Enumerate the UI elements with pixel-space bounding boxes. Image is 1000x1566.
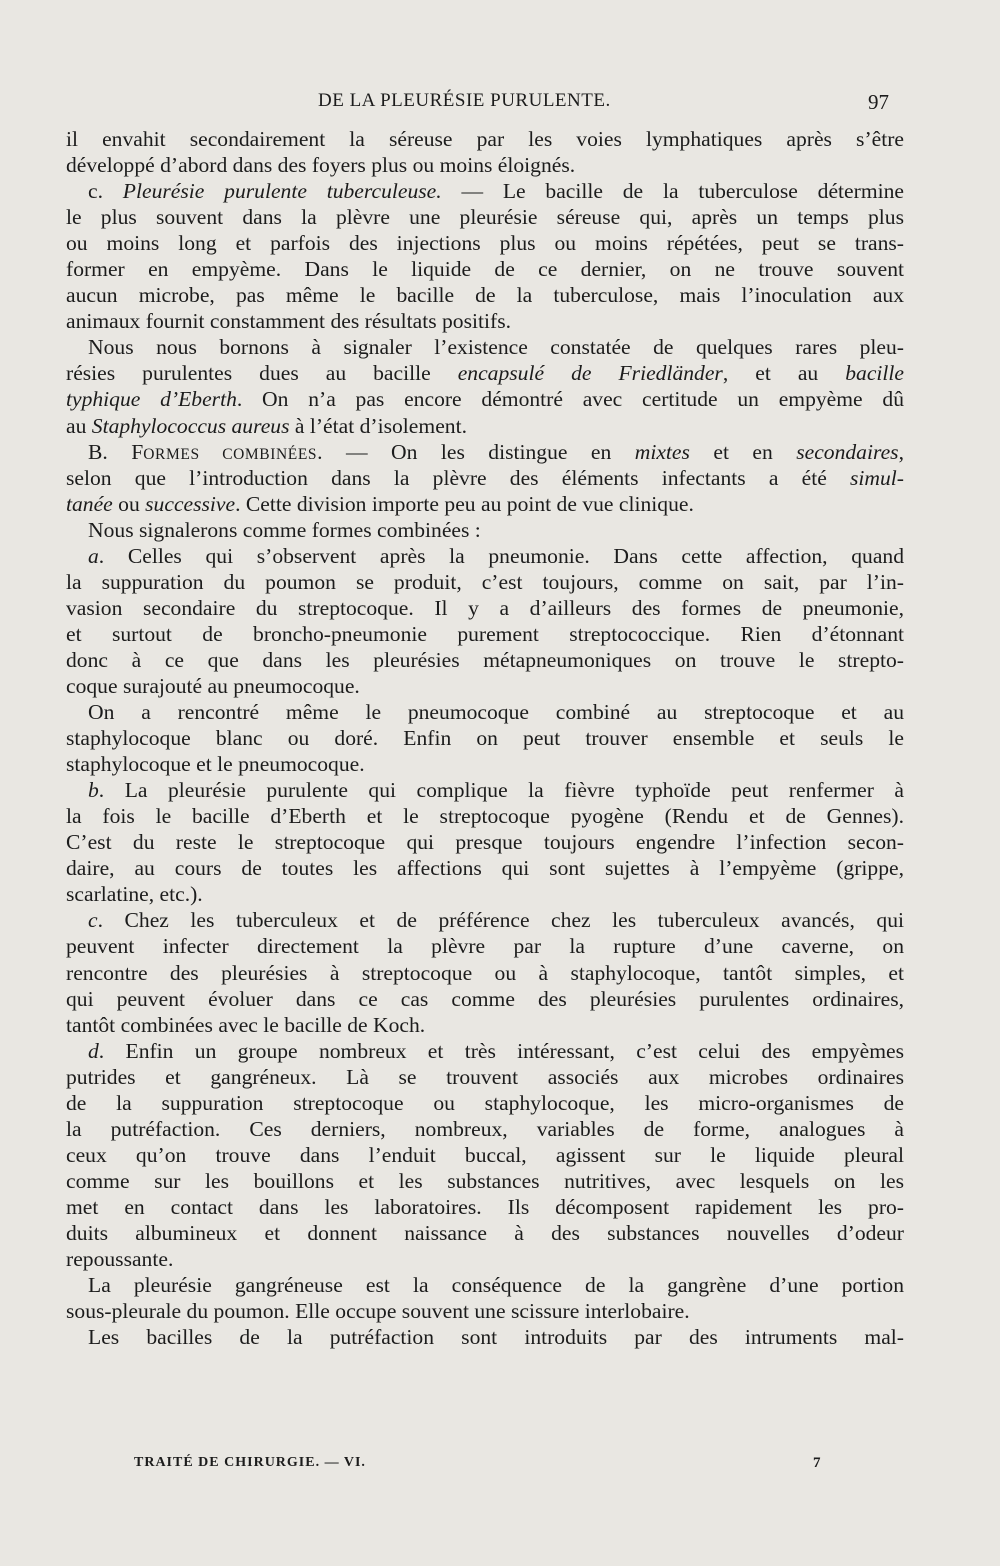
text-line: [66, 360, 904, 386]
text-line: [66, 204, 904, 230]
text-span: vasion secondaire du streptocoque. Il y a d’ailleurs des formes de pneumonie,: [66, 595, 904, 620]
signature-title: TRAITÉ DE CHIRURGIE. — VI.: [134, 1455, 366, 1470]
text-line: [66, 777, 904, 803]
text-line: [66, 178, 904, 204]
italic-span: b: [88, 778, 99, 803]
text-span: ,: [898, 439, 904, 464]
italic-span: successive: [145, 491, 236, 516]
italic-span: Pleurésie purulente tuberculeuse.: [122, 179, 442, 204]
text-span: Nous signalerons comme formes combinées :: [88, 517, 481, 542]
text-line: [66, 256, 904, 282]
text-line: [66, 230, 904, 256]
text-line: [66, 1272, 904, 1298]
text-line: [66, 751, 904, 777]
text-line: [66, 1038, 904, 1064]
text-span: met en contact dans les laboratoires. Ils décomposent rapidement les pro-: [66, 1194, 904, 1219]
text-line: [66, 960, 904, 986]
text-span: . Cette division importe peu au point de vue clinique.: [235, 491, 694, 516]
text-line: [66, 126, 904, 152]
text-line: [66, 1246, 904, 1272]
text-span: daire, au cours de toutes les affections qui sont sujettes à l’empyème (grippe,: [66, 856, 904, 881]
italic-span: simul-: [850, 465, 904, 490]
text-line: [66, 1116, 904, 1142]
text-span: ou: [112, 491, 146, 516]
text-span: et en: [689, 439, 797, 464]
text-line: [66, 673, 904, 699]
text-span: Les bacilles de la putréfaction sont introduits par des intruments mal-: [88, 1325, 904, 1350]
text-span: donc à ce que dans les pleurésies métapneumoniques on trouve le strepto-: [66, 647, 904, 672]
body-text: [66, 126, 904, 1350]
text-line: [66, 881, 904, 907]
text-span: il envahit secondairement la séreuse par les voies lymphatiques après s’être: [66, 127, 904, 151]
text-span: rencontre des pleurésies à streptocoque ou à staphylocoque, tantôt simples, et: [66, 960, 904, 985]
text-span: peuvent infecter directement la plèvre par la rupture d’une caverne, on: [66, 934, 904, 959]
text-span: putrides et gangréneux. Là se trouvent associés aux microbes ordinaires: [66, 1064, 904, 1089]
italic-span: bacille: [845, 361, 905, 386]
text-line: [66, 569, 904, 595]
text-line: [66, 907, 904, 933]
text-span: former en empyème. Dans le liquide de ce dernier, on ne trouve souvent: [66, 257, 904, 282]
text-line: [66, 308, 904, 334]
italic-span: encapsulé de Friedländer: [457, 361, 723, 386]
text-span: staphylocoque blanc ou doré. Enfin on peut trouver ensemble et seuls le: [66, 726, 904, 751]
small-caps-span: ORMES COMBINÉES: [143, 445, 318, 463]
text-line: [66, 413, 904, 439]
italic-span: a: [88, 543, 99, 568]
page-footer: [0, 1455, 1000, 1479]
text-span: . La pleurésie purulente qui complique la fièvre typhoïde peut renfermer à: [98, 778, 904, 803]
italic-span: tanée: [66, 491, 113, 516]
text-line: [66, 386, 904, 412]
italic-span: secondaires: [796, 439, 899, 464]
text-span: . Enfin un groupe nombreux et très intéressant, c’est celui des empyèmes: [98, 1038, 904, 1063]
text-span: coque surajouté au pneumocoque.: [66, 673, 360, 698]
text-span: B. F: [88, 439, 144, 464]
page-header: [0, 90, 1000, 120]
text-span: — Le bacille de la tuberculose détermine: [441, 179, 904, 204]
text-span: . Chez les tuberculeux et de préférence chez les tuberculeux avancés, qui: [97, 908, 904, 933]
text-span: la suppuration du poumon se produit, c’est toujours, comme on sait, par l’in-: [66, 569, 904, 594]
text-span: aucun microbe, pas même le bacille de la tuberculose, mais l’inoculation aux: [66, 283, 904, 308]
text-line: [66, 1168, 904, 1194]
text-line: [66, 1064, 904, 1090]
text-span: la putréfaction. Ces derniers, nombreux, variables de forme, analogues à: [66, 1116, 904, 1141]
italic-span: d: [88, 1038, 99, 1063]
text-span: Nous nous bornons à signaler l’existence constatée de quelques rares pleu-: [88, 335, 904, 360]
text-line: [66, 334, 904, 360]
text-line: [66, 439, 904, 465]
text-span: le plus souvent dans la plèvre une pleurésie séreuse qui, après un temps plus: [66, 205, 904, 230]
text-span: selon que l’introduction dans la plèvre des éléments infectants a été: [66, 465, 851, 490]
text-span: tantôt combinées avec le bacille de Koch.: [66, 1012, 426, 1037]
text-line: [66, 699, 904, 725]
text-span: comme sur les bouillons et les substances nutritives, avec lesquels on les: [66, 1168, 904, 1193]
text-line: [66, 1220, 904, 1246]
text-line: [66, 465, 904, 491]
text-line: [66, 803, 904, 829]
italic-span: mixtes: [634, 439, 690, 464]
text-line: [66, 855, 904, 881]
text-span: de la suppuration streptocoque ou staphylocoque, les micro-organismes de: [66, 1090, 904, 1115]
text-line: [66, 543, 904, 569]
text-span: La pleurésie gangréneuse est la conséquence de la gangrène d’une portion: [88, 1273, 904, 1298]
italic-span: typhique d’Eberth: [66, 387, 237, 412]
text-span: scarlatine, etc.).: [66, 882, 203, 907]
text-span: . Celles qui s’observent après la pneumonie. Dans cette affection, quand: [98, 543, 904, 568]
text-span: au: [66, 413, 92, 438]
text-line: [66, 1298, 904, 1324]
text-line: [66, 829, 904, 855]
signature-mark: 7: [813, 1455, 821, 1471]
text-span: repoussante.: [66, 1247, 174, 1272]
text-line: [66, 152, 904, 178]
text-span: à l’état d’isolement.: [289, 413, 467, 438]
text-span: c.: [88, 179, 123, 204]
text-span: . On n’a pas encore démontré avec certitude un empyème dû: [236, 387, 904, 412]
text-span: . — On les distingue en: [317, 439, 635, 464]
text-line: [66, 1194, 904, 1220]
text-line: [66, 595, 904, 621]
text-span: staphylocoque et le pneumocoque.: [66, 752, 365, 777]
text-line: [66, 1142, 904, 1168]
text-line: [66, 1324, 904, 1350]
text-line: [66, 1090, 904, 1116]
text-span: duits albumineux et donnent naissance à des substances nouvelles d’odeur: [66, 1220, 904, 1245]
text-span: ceux qu’on trouve dans l’enduit buccal, agissent sur le liquide pleural: [66, 1142, 904, 1167]
text-span: , et au: [722, 361, 846, 386]
running-title: DE LA PLEURÉSIE PURULENTE.: [318, 90, 611, 111]
text-span: animaux fournit constamment des résultats positifs.: [66, 309, 511, 334]
text-line: [66, 491, 904, 517]
italic-span: Staphylococcus aureus: [91, 413, 290, 438]
text-span: qui peuvent évoluer dans ce cas comme des pleurésies purulentes ordinaires,: [66, 986, 904, 1011]
page-number: 97: [868, 90, 889, 114]
text-span: C’est du reste le streptocoque qui presque toujours engendre l’infection secon-: [66, 830, 904, 855]
text-line: [66, 986, 904, 1012]
text-line: [66, 517, 904, 543]
text-line: [66, 282, 904, 308]
text-span: ou moins long et parfois des injections plus ou moins répétées, peut se trans-: [66, 231, 904, 256]
text-span: et surtout de broncho-pneumonie purement streptococcique. Rien d’étonnant: [66, 621, 904, 646]
text-span: la fois le bacille d’Eberth et le streptocoque pyogène (Rendu et de Gennes).: [66, 804, 904, 829]
text-span: résies purulentes dues au bacille: [66, 361, 458, 386]
italic-span: c: [88, 908, 98, 933]
text-span: développé d’abord dans des foyers plus ou moins éloignés.: [66, 153, 576, 178]
text-span: sous-pleurale du poumon. Elle occupe souvent une scissure interlobaire.: [66, 1299, 690, 1324]
text-line: [66, 647, 904, 673]
text-line: [66, 725, 904, 751]
text-span: On a rencontré même le pneumocoque combiné au streptocoque et au: [88, 700, 904, 725]
text-line: [66, 1012, 904, 1038]
text-line: [66, 621, 904, 647]
text-line: [66, 933, 904, 959]
